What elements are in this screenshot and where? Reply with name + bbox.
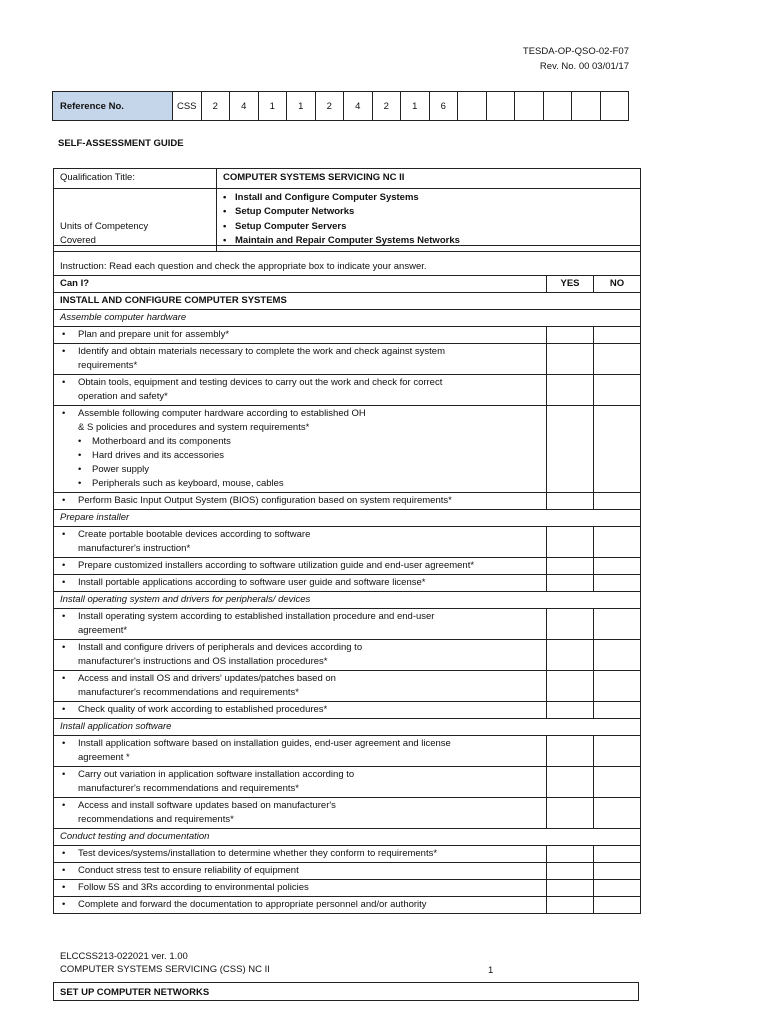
- item-text: Assemble following computer hardware according to established OH: [78, 408, 366, 419]
- no-checkbox[interactable]: [594, 767, 641, 798]
- checklist-item: • Carry out variation in application software installation according to manufacturer's recommendations and requirements*: [54, 767, 547, 798]
- yes-checkbox[interactable]: [547, 671, 594, 702]
- qualification-value: COMPUTER SYSTEMS SERVICING NC II: [217, 169, 641, 189]
- unit-item: • Setup Computer Networks: [235, 205, 634, 220]
- reference-cell: 4: [344, 92, 373, 121]
- item-text: Conduct stress test to ensure reliability of equipment: [78, 865, 299, 876]
- instruction-text: Instruction: Read each question and check the appropriate box to indicate your answer.: [54, 246, 641, 276]
- section-title: INSTALL AND CONFIGURE COMPUTER SYSTEMS: [54, 293, 641, 310]
- units-label: [54, 188, 217, 251]
- footer-program: COMPUTER SYSTEMS SERVICING (CSS) NC II: [60, 964, 270, 975]
- item-text: manufacturer's recommendations and requirements*: [78, 687, 299, 698]
- no-checkbox[interactable]: [594, 897, 641, 914]
- item-text: Access and install software updates based on manufacturer's: [78, 800, 336, 811]
- no-checkbox[interactable]: [594, 327, 641, 344]
- no-checkbox[interactable]: [594, 575, 641, 592]
- item-text: Install portable applications according to software user guide and software license*: [78, 577, 426, 588]
- yes-header: YES: [547, 276, 594, 293]
- can-i-header: Can I?: [54, 276, 547, 293]
- item-text: Identify and obtain materials necessary to complete the work and check against system: [78, 346, 445, 357]
- item-text: Complete and forward the documentation to appropriate personnel and/or authority: [78, 899, 427, 910]
- reference-number-table: [52, 91, 629, 121]
- yes-checkbox[interactable]: [547, 767, 594, 798]
- item-text: Follow 5S and 3Rs according to environmental policies: [78, 882, 309, 893]
- checklist-item: • Check quality of work according to established procedures*: [54, 702, 547, 719]
- item-text: requirements*: [78, 360, 138, 371]
- no-checkbox[interactable]: [594, 609, 641, 640]
- yes-checkbox[interactable]: [547, 880, 594, 897]
- item-text: Carry out variation in application software installation according to: [78, 769, 355, 780]
- item-text: agreement*: [78, 625, 128, 636]
- item-text: Power supply: [92, 464, 150, 475]
- checklist-item: • Install portable applications according to software user guide and software license*: [54, 575, 547, 592]
- subsection-title: Prepare installer: [54, 510, 641, 527]
- item-text: Test devices/systems/installation to determine whether they conform to requirements*: [78, 848, 438, 859]
- guide-title: SELF-ASSESSMENT GUIDE: [58, 138, 184, 149]
- yes-checkbox[interactable]: [547, 897, 594, 914]
- no-checkbox[interactable]: [594, 671, 641, 702]
- item-text: Create portable bootable devices according to software: [78, 529, 311, 540]
- reference-label: Reference No.: [53, 92, 173, 121]
- reference-cell: [515, 92, 544, 121]
- checklist-item: • Install operating system according to established installation procedure and end-user agreement*: [54, 609, 547, 640]
- checklist-item: • Perform Basic Input Output System (BIOS) configuration based on system requirements*: [54, 493, 547, 510]
- checklist-item: • Identify and obtain materials necessary to complete the work and check against system requirements*: [54, 344, 547, 375]
- checklist-item: • Install and configure drivers of peripherals and devices according to manufacturer's instructions and OS installation procedures*: [54, 640, 547, 671]
- reference-cell: [600, 92, 629, 121]
- subsection-title: Conduct testing and documentation: [54, 829, 641, 846]
- checklist-item: • Obtain tools, equipment and testing devices to carry out the work and check for correct operation and safety*: [54, 375, 547, 406]
- reference-cell: 1: [287, 92, 316, 121]
- no-checkbox[interactable]: [594, 375, 641, 406]
- unit-item: • Setup Computer Servers: [235, 220, 634, 235]
- item-text: Perform Basic Input Output System (BIOS) configuration based on system requirements*: [78, 495, 452, 506]
- reference-cell: 4: [230, 92, 259, 121]
- no-checkbox[interactable]: [594, 527, 641, 558]
- reference-cell: [543, 92, 572, 121]
- yes-checkbox[interactable]: [547, 493, 594, 510]
- yes-checkbox[interactable]: [547, 702, 594, 719]
- reference-cell: [572, 92, 601, 121]
- subsection-title: Install application software: [54, 719, 641, 736]
- item-text: recommendations and requirements*: [78, 814, 234, 825]
- checklist-item: • Assemble following computer hardware according to established OH & S policies and procedures and system requirements* • Motherboard and its components • Hard drives and its accessories • Power supply • Peripherals such as keyboard, mouse, cables: [54, 406, 547, 493]
- checklist-item: • Conduct stress test to ensure reliability of equipment: [54, 863, 547, 880]
- item-text: operation and safety*: [78, 391, 168, 402]
- checklist-item: • Plan and prepare unit for assembly*: [54, 327, 547, 344]
- reference-cell: 1: [258, 92, 287, 121]
- item-text: Plan and prepare unit for assembly*: [78, 329, 230, 340]
- unit-item: • Maintain and Repair Computer Systems Networks: [235, 234, 634, 249]
- checklist-item: • Test devices/systems/installation to determine whether they conform to requirements*: [54, 846, 547, 863]
- item-text: manufacturer's recommendations and requirements*: [78, 783, 299, 794]
- no-checkbox[interactable]: [594, 493, 641, 510]
- checklist-item: • Prepare customized installers according to software utilization guide and end-user agreement*: [54, 558, 547, 575]
- no-checkbox[interactable]: [594, 558, 641, 575]
- no-checkbox[interactable]: [594, 702, 641, 719]
- item-text: Obtain tools, equipment and testing devices to carry out the work and check for correct: [78, 377, 443, 388]
- reference-cell: 2: [201, 92, 230, 121]
- item-text: Access and install OS and drivers' updates/patches based on: [78, 673, 336, 684]
- yes-checkbox[interactable]: [547, 375, 594, 406]
- reference-cell: CSS: [173, 92, 202, 121]
- reference-cell: 6: [429, 92, 458, 121]
- item-text: Install application software based on installation guides, end-user agreement and license: [78, 738, 451, 749]
- item-text: Peripherals such as keyboard, mouse, cables: [92, 478, 284, 489]
- revision-number: Rev. No. 00 03/01/17: [539, 61, 629, 72]
- subsection-title: Assemble computer hardware: [54, 310, 641, 327]
- form-code: TESDA-OP-QSO-02-F07: [522, 46, 629, 57]
- yes-checkbox[interactable]: [547, 846, 594, 863]
- checklist-item: • Create portable bootable devices according to software manufacturer's instruction*: [54, 527, 547, 558]
- item-text: Hard drives and its accessories: [92, 450, 224, 461]
- yes-checkbox[interactable]: [547, 609, 594, 640]
- yes-checkbox[interactable]: [547, 406, 594, 493]
- yes-checkbox[interactable]: [547, 798, 594, 829]
- yes-checkbox[interactable]: [547, 640, 594, 671]
- reference-cell: 2: [315, 92, 344, 121]
- no-checkbox[interactable]: [594, 846, 641, 863]
- units-label-line: Covered: [60, 235, 96, 246]
- no-checkbox[interactable]: [594, 863, 641, 880]
- reference-cell: [486, 92, 515, 121]
- no-checkbox[interactable]: [594, 736, 641, 767]
- item-text: Prepare customized installers according to software utilization guide and end-user agreement*: [78, 560, 475, 571]
- page-number: 1: [488, 965, 494, 976]
- subsection-title: Install operating system and drivers for peripherals/ devices: [54, 592, 641, 609]
- units-list: [223, 191, 634, 249]
- item-text: agreement *: [78, 752, 130, 763]
- yes-checkbox[interactable]: [547, 327, 594, 344]
- reference-cell: [458, 92, 487, 121]
- units-label-line: Units of Competency: [60, 220, 149, 232]
- units-list-cell: [217, 188, 641, 251]
- checklist-item: • Complete and forward the documentation to appropriate personnel and/or authority: [54, 897, 547, 914]
- reference-cell: 1: [401, 92, 430, 121]
- unit-item: • Install and Configure Computer Systems: [235, 191, 634, 206]
- checklist-item: • Access and install OS and drivers' updates/patches based on manufacturer's recommendations and requirements*: [54, 671, 547, 702]
- qualification-table: [53, 168, 641, 252]
- no-checkbox[interactable]: [594, 640, 641, 671]
- checklist-item: • Follow 5S and 3Rs according to environmental policies: [54, 880, 547, 897]
- yes-checkbox[interactable]: [547, 344, 594, 375]
- item-text: & S policies and procedures and system requirements*: [78, 422, 310, 433]
- yes-checkbox[interactable]: [547, 863, 594, 880]
- item-text: Check quality of work according to established procedures*: [78, 704, 328, 715]
- item-text: manufacturer's instruction*: [78, 543, 191, 554]
- yes-checkbox[interactable]: [547, 575, 594, 592]
- next-section-title: SET UP COMPUTER NETWORKS: [53, 982, 639, 1001]
- checklist-table: [53, 245, 641, 914]
- item-text: Install and configure drivers of peripherals and devices according to: [78, 642, 363, 653]
- item-text: manufacturer's instructions and OS installation procedures*: [78, 656, 328, 667]
- footer-code: ELCCSS213-022021 ver. 1.00: [60, 951, 188, 962]
- item-text: Motherboard and its components: [92, 436, 231, 447]
- yes-checkbox[interactable]: [547, 736, 594, 767]
- reference-cell: 2: [372, 92, 401, 121]
- no-header: NO: [594, 276, 641, 293]
- item-text: Install operating system according to established installation procedure and end-user: [78, 611, 435, 622]
- footer-code-block: [60, 950, 270, 976]
- qualification-label: Qualification Title:: [54, 169, 217, 189]
- no-checkbox[interactable]: [594, 344, 641, 375]
- no-checkbox[interactable]: [594, 880, 641, 897]
- yes-checkbox[interactable]: [547, 558, 594, 575]
- checklist-item: • Access and install software updates based on manufacturer's recommendations and requirements*: [54, 798, 547, 829]
- yes-checkbox[interactable]: [547, 527, 594, 558]
- checklist-item: • Install application software based on installation guides, end-user agreement and license agreement *: [54, 736, 547, 767]
- no-checkbox[interactable]: [594, 798, 641, 829]
- form-code-block: [523, 44, 629, 74]
- no-checkbox[interactable]: [594, 406, 641, 493]
